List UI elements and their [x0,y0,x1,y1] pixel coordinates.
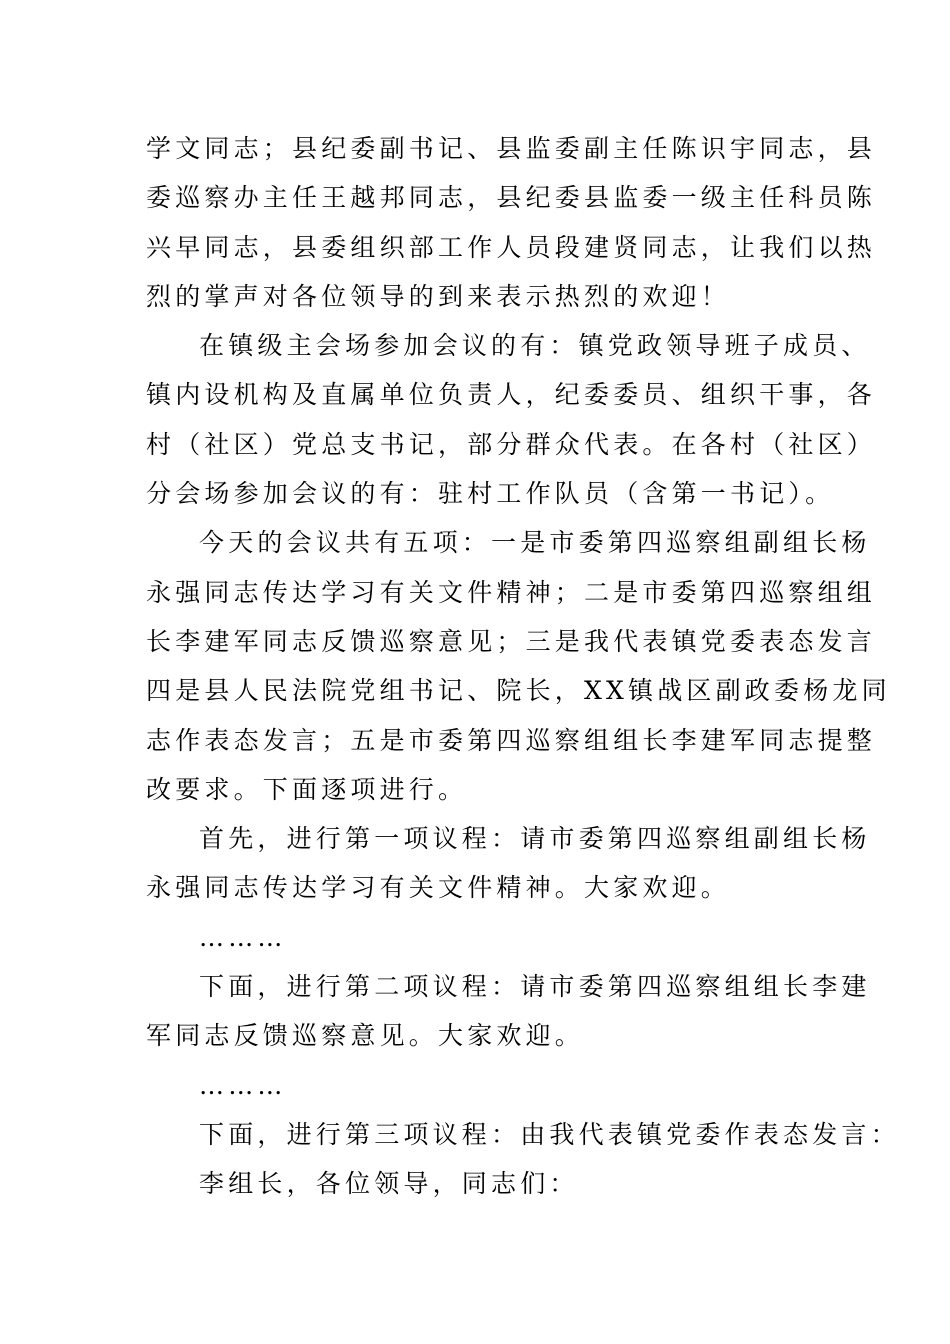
text-line: 烈的掌声对各位领导的到来表示热烈的欢迎！ [146,281,731,311]
ellipsis-line: ……… [199,922,287,952]
text-line: 委巡察办主任王越邦同志，县纪委县监委一级主任科员陈 [146,183,877,213]
paragraph-first-line: 在镇级主会场参加会议的有：镇党政领导班子成员、 [199,331,871,361]
text-line: 兴早同志，县委组织部工作人员段建贤同志，让我们以热 [146,232,877,262]
text-line: 镇内设机构及直属单位负责人，纪委委员、组织干事，各 [146,380,877,410]
text-line: 志作表态发言；五是市委第四巡察组组长李建军同志提整 [146,725,877,755]
text-line: 改要求。下面逐项进行。 [146,774,468,804]
paragraph-first-line: 首先，进行第一项议程：请市委第四巡察组副组长杨 [199,824,871,854]
text-line: 永强同志传达学习有关文件精神；二是市委第四巡察组组 [146,577,877,607]
text-line: 村（社区）党总支书记，部分群众代表。在各村（社区） [146,429,877,459]
text-line: 长李建军同志反馈巡察意见；三是我代表镇党委表态发言 [146,626,877,656]
text-line: 分会场参加会议的有：驻村工作队员（含第一书记）。 [146,479,835,509]
text-line: 军同志反馈巡察意见。大家欢迎。 [146,1021,585,1051]
salutation-line: 李组长，各位领导，同志们： [199,1169,579,1199]
text-line: 学文同志；县纪委副书记、县监委副主任陈识宇同志，县 [146,134,877,163]
text-line: 永强同志传达学习有关文件精神。大家欢迎。 [146,873,731,903]
document-body [146,124,900,1209]
paragraph-first-line: 下面，进行第二项议程：请市委第四巡察组组长李建 [199,972,871,1002]
ellipsis-line: ……… [199,1070,287,1100]
text-line: 四是县人民法院党组书记、院长，XX镇战区副政委杨龙同 [146,676,891,706]
paragraph-first-line: 下面，进行第三项议程：由我代表镇党委作表态发言： [199,1119,900,1149]
paragraph-first-line: 今天的会议共有五项：一是市委第四巡察组副组长杨 [199,528,871,558]
